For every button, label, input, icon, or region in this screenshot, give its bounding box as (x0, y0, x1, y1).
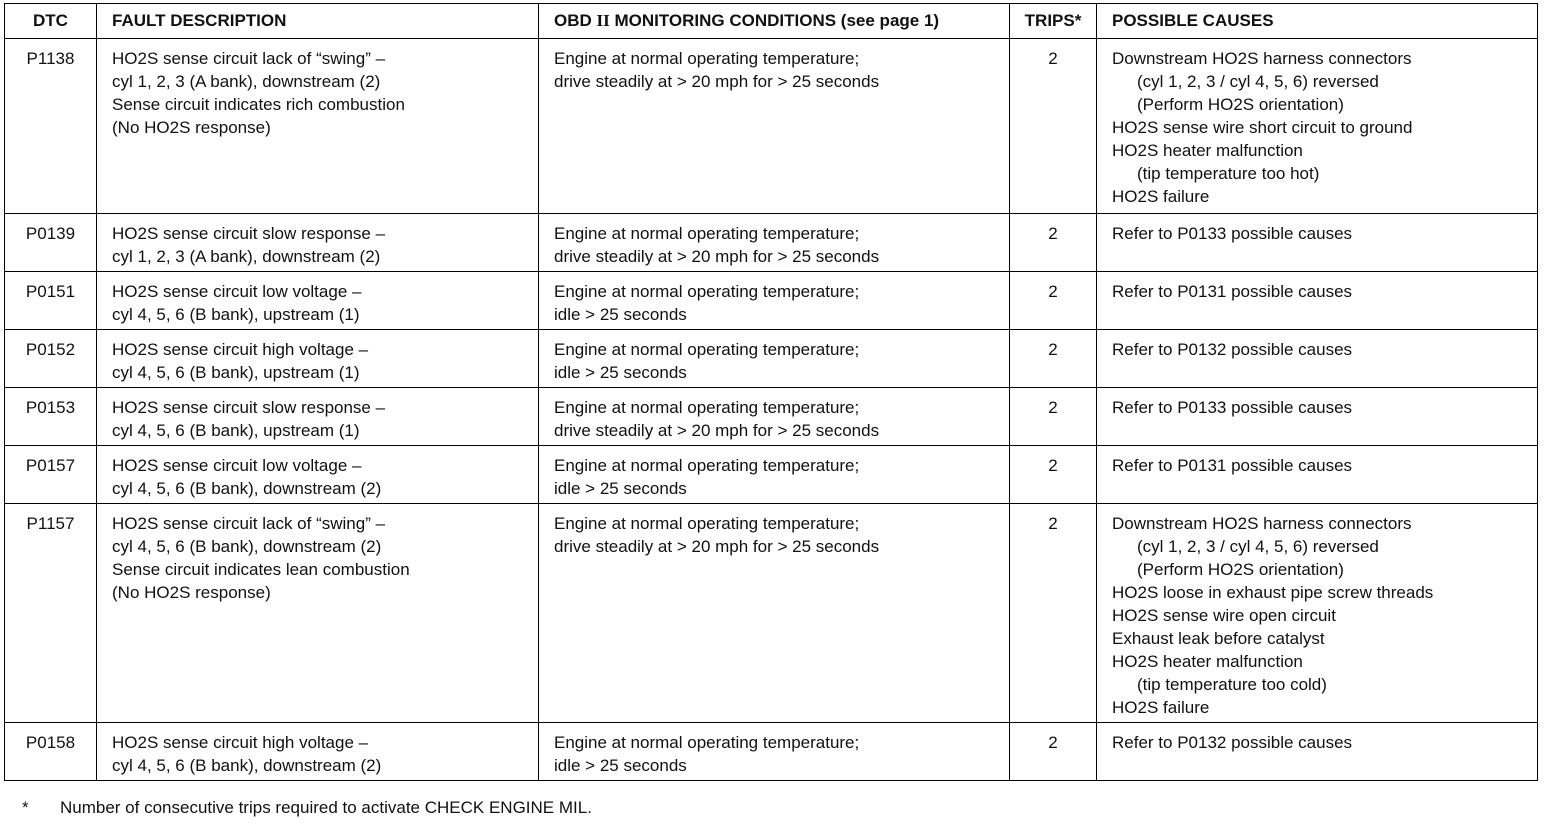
header-trips: TRIPS* (1010, 4, 1097, 39)
header-fault-description: FAULT DESCRIPTION (97, 4, 539, 39)
possible-causes (1097, 504, 1538, 723)
cause-line: Exhaust leak before catalyst (1112, 629, 1325, 648)
trips-count: 2 (1010, 504, 1097, 723)
trips-count: 2 (1010, 272, 1097, 330)
condition-line: Engine at normal operating temperature; (554, 398, 860, 417)
monitoring-conditions (539, 504, 1010, 723)
cause-line: HO2S sense wire short circuit to ground (1112, 118, 1413, 137)
dtc-code: P0153 (5, 388, 97, 446)
dtc-code: P0157 (5, 446, 97, 504)
cause-line: HO2S heater malfunction (1112, 652, 1303, 671)
dtc-code: P1138 (5, 39, 97, 214)
header-row (5, 4, 1538, 39)
cause-line: HO2S sense wire open circuit (1112, 606, 1336, 625)
table-row (5, 272, 1538, 330)
fault-line: HO2S sense circuit high voltage – (112, 340, 369, 359)
fault-line: cyl 1, 2, 3 (A bank), downstream (2) (112, 247, 381, 266)
fault-line: cyl 4, 5, 6 (B bank), downstream (2) (112, 756, 382, 775)
possible-causes (1097, 446, 1538, 504)
cause-line: (Perform HO2S orientation) (1137, 95, 1344, 114)
table-row (5, 330, 1538, 388)
condition-line: Engine at normal operating temperature; (554, 49, 860, 68)
fault-line: HO2S sense circuit lack of “swing” – (112, 49, 386, 68)
condition-line: idle > 25 seconds (554, 756, 687, 775)
condition-line: idle > 25 seconds (554, 363, 687, 382)
monitoring-conditions (539, 39, 1010, 214)
condition-line: drive steadily at > 20 mph for > 25 seconds (554, 421, 880, 440)
header-cond-suffix: MONITORING CONDITIONS (see page 1) (609, 11, 940, 30)
cause-line: Downstream HO2S harness connectors (1112, 514, 1412, 533)
fault-line: HO2S sense circuit lack of “swing” – (112, 514, 386, 533)
fault-description (97, 330, 539, 388)
condition-line: drive steadily at > 20 mph for > 25 seconds (554, 247, 880, 266)
possible-causes (1097, 214, 1538, 272)
table-row (5, 39, 1538, 214)
header-cond-roman: II (596, 11, 610, 30)
cause-line: HO2S failure (1112, 187, 1210, 206)
fault-line: (No HO2S response) (112, 118, 271, 137)
fault-line: HO2S sense circuit slow response – (112, 224, 386, 243)
condition-line: Engine at normal operating temperature; (554, 282, 860, 301)
fault-line: HO2S sense circuit slow response – (112, 398, 386, 417)
header-monitoring-conditions (539, 4, 1010, 39)
fault-description (97, 272, 539, 330)
possible-causes (1097, 272, 1538, 330)
fault-description (97, 504, 539, 723)
cause-line: (cyl 1, 2, 3 / cyl 4, 5, 6) reversed (1137, 72, 1379, 91)
monitoring-conditions (539, 214, 1010, 272)
dtc-code: P0139 (5, 214, 97, 272)
cause-line: Refer to P0131 possible causes (1112, 282, 1353, 301)
dtc-code: P0158 (5, 723, 97, 781)
monitoring-conditions (539, 723, 1010, 781)
table-row (5, 388, 1538, 446)
fault-description (97, 39, 539, 214)
dtc-code: P0152 (5, 330, 97, 388)
cause-line: Refer to P0132 possible causes (1112, 340, 1353, 359)
cause-line: Refer to P0132 possible causes (1112, 733, 1353, 752)
monitoring-conditions (539, 446, 1010, 504)
condition-line: Engine at normal operating temperature; (554, 733, 860, 752)
table-header (5, 4, 1538, 39)
footnote-mark: * (22, 798, 29, 817)
possible-causes (1097, 723, 1538, 781)
fault-description (97, 214, 539, 272)
fault-description (97, 446, 539, 504)
fault-line: cyl 1, 2, 3 (A bank), downstream (2) (112, 72, 381, 91)
cause-line: Refer to P0131 possible causes (1112, 456, 1353, 475)
condition-line: Engine at normal operating temperature; (554, 340, 860, 359)
header-cond-prefix: OBD (554, 11, 597, 30)
table-body (5, 39, 1538, 781)
trips-count: 2 (1010, 330, 1097, 388)
possible-causes (1097, 388, 1538, 446)
header-possible-causes: POSSIBLE CAUSES (1097, 4, 1538, 39)
fault-line: (No HO2S response) (112, 583, 271, 602)
fault-line: Sense circuit indicates rich combustion (112, 95, 405, 114)
condition-line: idle > 25 seconds (554, 479, 687, 498)
condition-line: drive steadily at > 20 mph for > 25 seconds (554, 537, 880, 556)
trips-count: 2 (1010, 214, 1097, 272)
dtc-table (4, 3, 1538, 781)
trips-count: 2 (1010, 388, 1097, 446)
table-row (5, 504, 1538, 723)
condition-line: drive steadily at > 20 mph for > 25 seconds (554, 72, 880, 91)
fault-line: cyl 4, 5, 6 (B bank), downstream (2) (112, 479, 382, 498)
condition-line: Engine at normal operating temperature; (554, 456, 860, 475)
trips-count: 2 (1010, 446, 1097, 504)
trips-count: 2 (1010, 723, 1097, 781)
table-row (5, 214, 1538, 272)
fault-description (97, 723, 539, 781)
cause-line: (cyl 1, 2, 3 / cyl 4, 5, 6) reversed (1137, 537, 1379, 556)
monitoring-conditions (539, 272, 1010, 330)
fault-line: cyl 4, 5, 6 (B bank), upstream (1) (112, 421, 360, 440)
possible-causes (1097, 39, 1538, 214)
fault-description (97, 388, 539, 446)
dtc-code: P0151 (5, 272, 97, 330)
cause-line: Refer to P0133 possible causes (1112, 224, 1353, 243)
cause-line: Refer to P0133 possible causes (1112, 398, 1353, 417)
monitoring-conditions (539, 388, 1010, 446)
footnote-text: Number of consecutive trips required to activate CHECK ENGINE MIL. (60, 798, 592, 817)
monitoring-conditions (539, 330, 1010, 388)
cause-line: (Perform HO2S orientation) (1137, 560, 1344, 579)
condition-line: Engine at normal operating temperature; (554, 224, 860, 243)
condition-line: idle > 25 seconds (554, 305, 687, 324)
footnote (22, 797, 592, 819)
header-dtc: DTC (5, 4, 97, 39)
fault-line: HO2S sense circuit low voltage – (112, 282, 362, 301)
cause-line: (tip temperature too hot) (1137, 164, 1320, 183)
cause-line: HO2S loose in exhaust pipe screw threads (1112, 583, 1434, 602)
fault-line: cyl 4, 5, 6 (B bank), downstream (2) (112, 537, 382, 556)
possible-causes (1097, 330, 1538, 388)
fault-line: cyl 4, 5, 6 (B bank), upstream (1) (112, 363, 360, 382)
dtc-code: P1157 (5, 504, 97, 723)
cause-line: (tip temperature too cold) (1137, 675, 1327, 694)
condition-line: Engine at normal operating temperature; (554, 514, 860, 533)
trips-count: 2 (1010, 39, 1097, 214)
table-row (5, 723, 1538, 781)
fault-line: HO2S sense circuit low voltage – (112, 456, 362, 475)
fault-line: cyl 4, 5, 6 (B bank), upstream (1) (112, 305, 360, 324)
fault-line: HO2S sense circuit high voltage – (112, 733, 369, 752)
fault-line: Sense circuit indicates lean combustion (112, 560, 410, 579)
cause-line: HO2S failure (1112, 698, 1210, 717)
cause-line: Downstream HO2S harness connectors (1112, 49, 1412, 68)
table-row (5, 446, 1538, 504)
cause-line: HO2S heater malfunction (1112, 141, 1303, 160)
